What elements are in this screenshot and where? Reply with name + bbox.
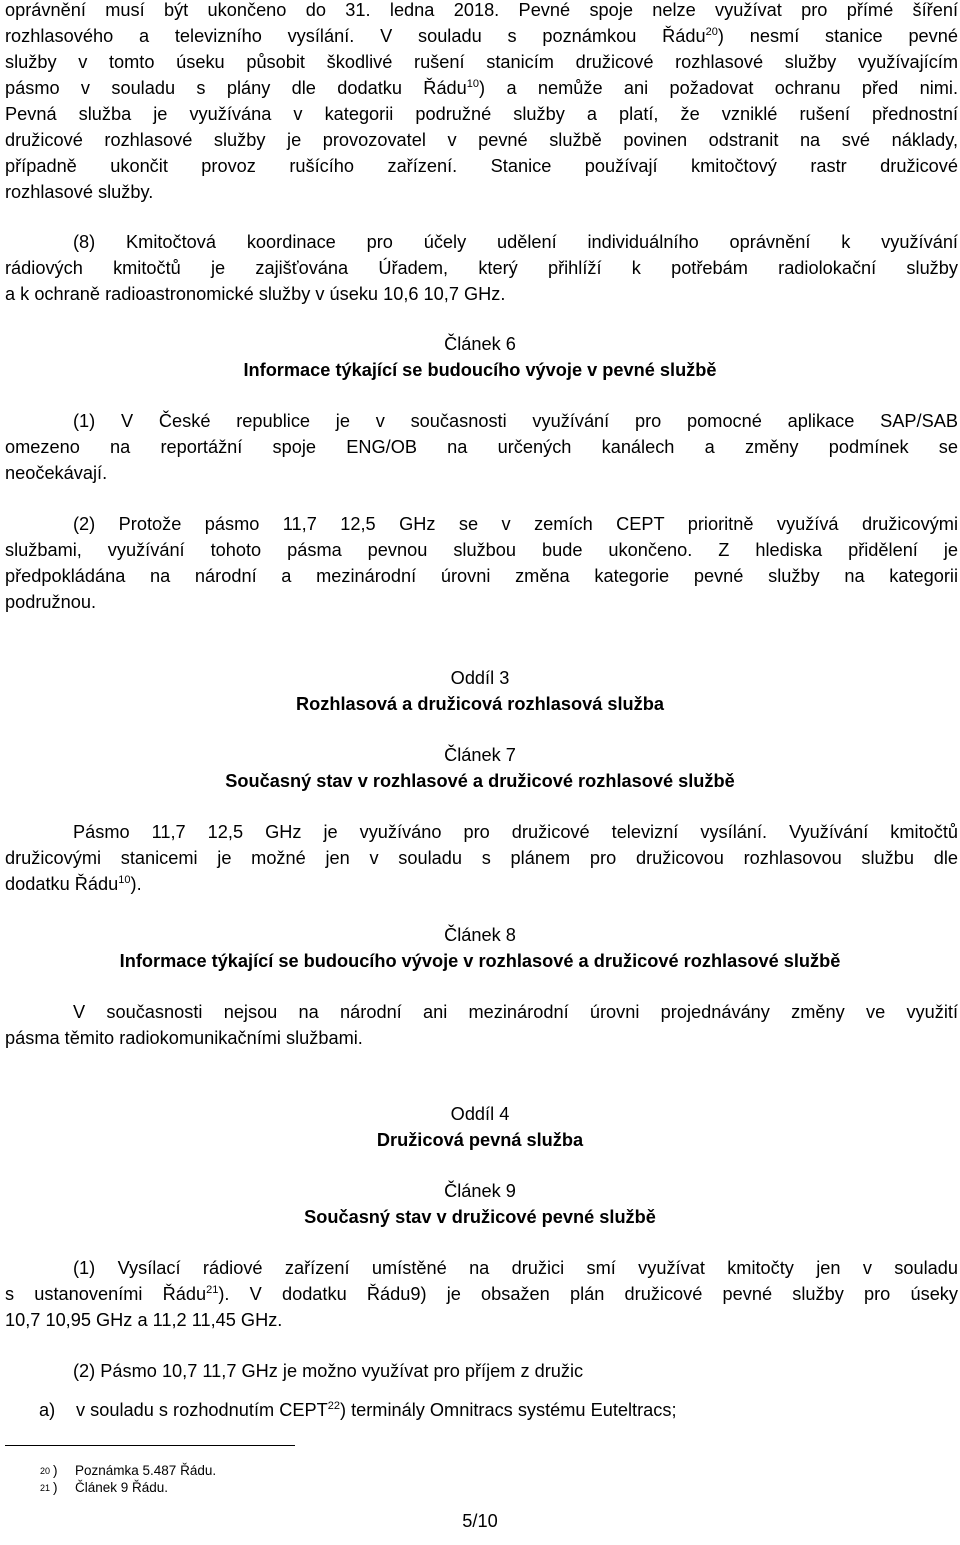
text-run: ) nesmí stanice pevné (717, 26, 958, 46)
body-line: (2) Pásmo 10,7 11,7 GHz je možno využívat pro příjem z družic (73, 1361, 584, 1381)
body-line: družicové rozhlasové služby je provozovatel v pevné službě povinen odstranit na své náklady, (5, 130, 958, 150)
footnote-ref: 10 (118, 874, 131, 886)
body-line: (1) Vysílací rádiové zařízení umístěné na družici smí využívat kmitočty jen v souladu (73, 1258, 958, 1278)
body-line: 10,7 10,95 GHz a 11,2 11,45 GHz. (5, 1310, 283, 1330)
footnote-ref: 10 (466, 78, 480, 90)
footnote (40, 1480, 169, 1501)
body-line (5, 23, 958, 49)
article-heading: Článek 7 (444, 745, 516, 765)
footnote-ref: 21 (206, 1284, 219, 1296)
body-line: Pevná služba je využívána v kategorii podružné služby a platí, že vzniklé rušení přednostní (5, 104, 958, 124)
body-line (5, 1281, 958, 1307)
text-run: ). V dodatku Řádu9) je obsažen plán družicové pevné služby pro úseky (218, 1284, 958, 1304)
body-line: službami, využívání tohoto pásma pevnou službou bude ukončeno. Z hlediska přidělení je (5, 540, 958, 560)
text-run: pásmo v souladu s plány dle dodatku Řádu (5, 78, 467, 98)
list-item-label: a) (39, 1400, 56, 1420)
body-line: rozhlasové služby. (5, 182, 154, 202)
footnote-bracket: ) (53, 1463, 58, 1478)
text-run: s ustanoveními Řádu (5, 1284, 207, 1304)
body-line: pásma těmito radiokomunikačními službami. (5, 1028, 363, 1048)
section-heading: Oddíl 4 (450, 1104, 510, 1124)
footnote-ref: 22 (327, 1400, 340, 1412)
body-line: a k ochraně radioastronomické služby v úseku 10,6 10,7 GHz. (5, 284, 506, 304)
footnote-number: 20 (40, 1466, 51, 1476)
body-line: (8) Kmitočtová koordinace pro účely udělení individuálního oprávnění k využívání (73, 232, 958, 252)
body-line (5, 871, 958, 897)
article-heading: Článek 6 (444, 334, 516, 354)
section-heading: Oddíl 3 (450, 668, 510, 688)
section-title: Družicová pevná služba (376, 1130, 584, 1150)
list-item-text (76, 1397, 677, 1423)
text-run: ) terminály Omnitracs systému Euteltracs; (339, 1400, 677, 1420)
text-run: dodatku Řádu (5, 874, 119, 894)
body-line: případně ukončit provoz rušícího zařízení. Stanice používají kmitočtový rastr družicové (5, 156, 958, 176)
body-line: podružnou. (5, 592, 97, 612)
article-title: Informace týkající se budoucího vývoje v pevné službě (243, 360, 717, 380)
body-line: (2) Protože pásmo 11,7 12,5 GHz se v zemích CEPT prioritně využívá družicovými (73, 514, 958, 534)
footnote-ref: 20 (705, 26, 718, 38)
article-heading: Článek 9 (444, 1181, 516, 1201)
body-line: (1) V České republice je v současnosti využívání pro pomocné aplikace SAP/SAB (73, 411, 958, 431)
article-title: Současný stav v družicové pevné službě (304, 1207, 656, 1227)
body-line: omezeno na reportážní spoje ENG/OB na určených kanálech a změny podmínek se (5, 437, 958, 457)
text-run: rozhlasového a televizního vysílání. V souladu s poznámkou Řádu (5, 26, 706, 46)
text-run: v souladu s rozhodnutím CEPT (76, 1400, 328, 1420)
article-heading: Článek 8 (444, 925, 516, 945)
article-title: Současný stav v rozhlasové a družicové rozhlasové službě (225, 771, 735, 791)
article-title: Informace týkající se budoucího vývoje v rozhlasové a družicové rozhlasové službě (119, 951, 841, 971)
body-line: družicovými stanicemi je možné jen v souladu s plánem pro družicovou rozhlasovou službu dle (5, 848, 958, 868)
text-run: ). (130, 874, 142, 894)
body-line: služby v tomto úseku působit škodlivé rušení stanicím družicové rozhlasové služby využívajícím (5, 52, 958, 72)
body-line (5, 75, 958, 101)
body-line: V současnosti nejsou na národní ani mezinárodní úrovni projednávány změny ve využití (73, 1002, 958, 1022)
body-line: rádiových kmitočtů je zajišťována Úřadem, který přihlíží k potřebám radiolokační služby (5, 258, 958, 278)
footnote-text: Poznámka 5.487 Řádu. (75, 1463, 217, 1478)
section-title: Rozhlasová a družicová rozhlasová služba (296, 694, 664, 714)
page-number: 5/10 (462, 1511, 498, 1531)
footnote-bracket: ) (53, 1480, 58, 1495)
text-run: ) a nemůže ani požadovat ochranu před nimi. (479, 78, 958, 98)
footnote-number: 21 (40, 1483, 51, 1493)
body-line: Pásmo 11,7 12,5 GHz je využíváno pro družicové televizní vysílání. Využívání kmitočtů (73, 822, 958, 842)
footnote-separator (5, 1445, 295, 1446)
body-line: neočekávají. (5, 463, 108, 483)
body-line: předpokládána na národní a mezinárodní úrovni změna kategorie pevné služby na kategorii (5, 566, 958, 586)
footnote-text: Článek 9 Řádu. (75, 1480, 169, 1495)
body-line: oprávnění musí být ukončeno do 31. ledna 2018. Pevné spoje nelze využívat pro přímé šíření (5, 0, 958, 20)
